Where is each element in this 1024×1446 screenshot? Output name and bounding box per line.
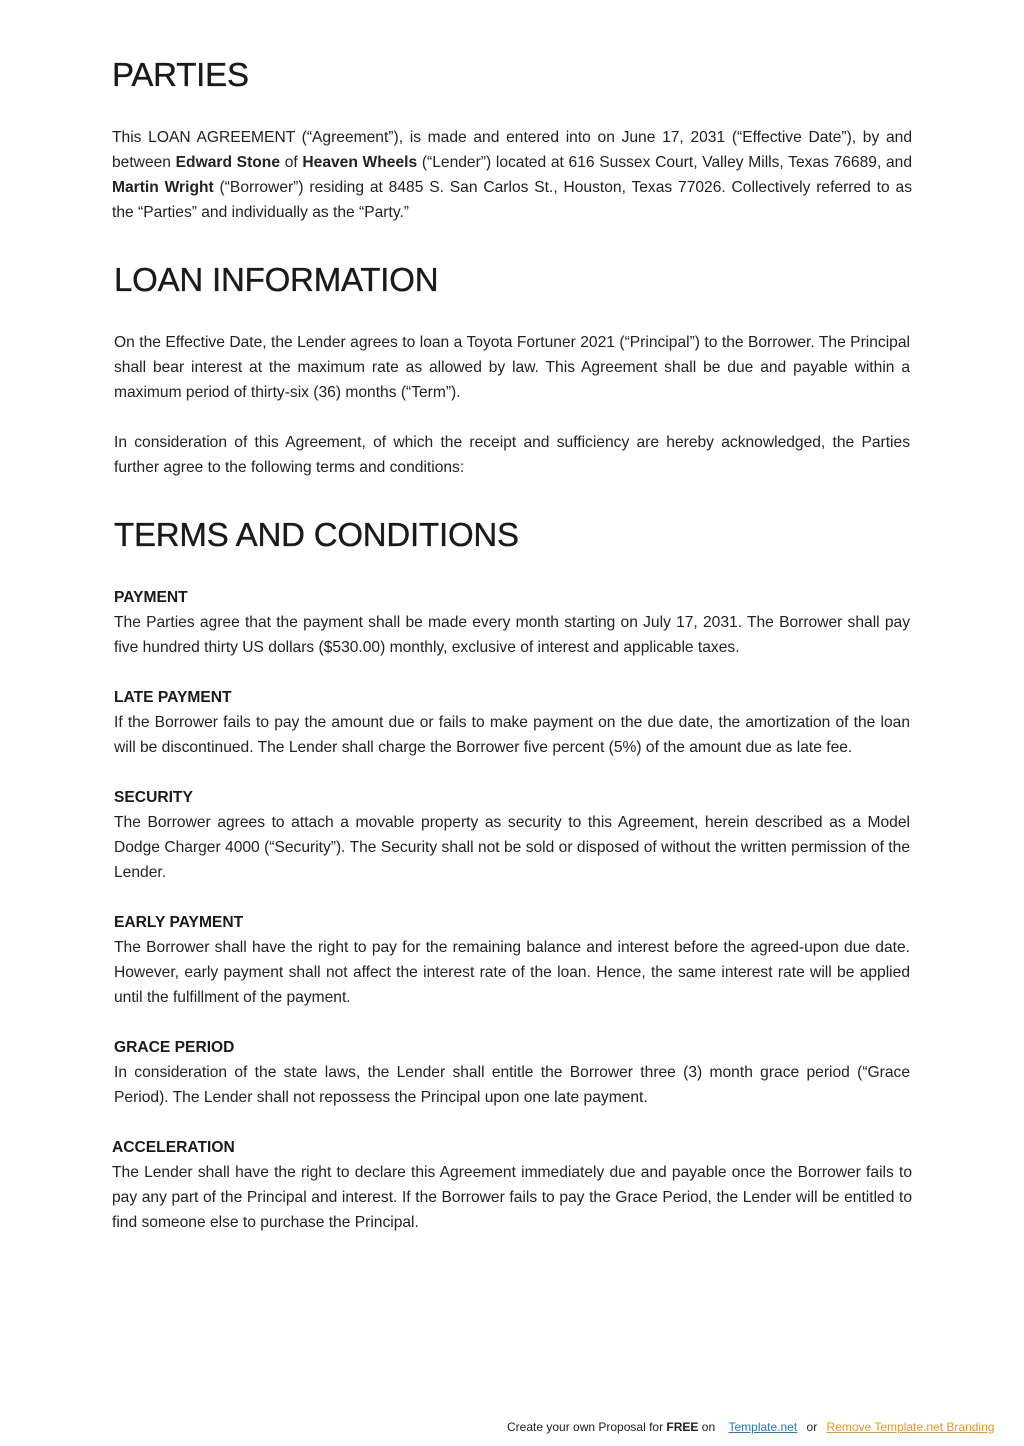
footer-branding [507,1417,994,1437]
term-title-early-payment: EARLY PAYMENT [114,914,244,931]
section-heading-loan-information: LOAN INFORMATION [114,261,439,298]
term-body-early-payment: The Borrower shall have the right to pay for the remaining balance and interest before the agreed-upon due date. However, early payment shall not affect the interest rate of the loan. Hence, the same interest rate will be applied until the fulfillment of the payment. [114,939,910,1006]
footer-free: FREE [666,1420,699,1434]
term-title-security: SECURITY [114,789,193,806]
borrower-name: Martin Wright [112,179,214,196]
loan-information-paragraph-2: In consideration of this Agreement, of which the receipt and sufficiency are hereby acknowledged, the Parties further agree to the following terms and conditions: [114,434,910,476]
remove-branding-link[interactable]: Remove Template.net Branding [826,1420,995,1434]
template-net-link[interactable]: Template.net [728,1420,798,1434]
term-body-acceleration: The Lender shall have the right to declare this Agreement immediately due and payable once the Borrower fails to pay any part of the Principal and interest. If the Borrower fails to pay the Grace Period, the Lender will be entitled to find someone else to purchase the Principal. [112,1164,912,1231]
term-body-security: The Borrower agrees to attach a movable property as security to this Agreement, herein described as a Model Dodge Charger 4000 (“Security”). The Security shall not be sold or disposed of without the written permission of the Lender. [114,814,910,881]
parties-paragraph [112,125,912,225]
section-heading-parties: PARTIES [112,56,249,93]
term-body-grace-period: In consideration of the state laws, the Lender shall entitle the Borrower three (3) month grace period (“Grace Period). The Lender shall not repossess the Principal upon one late payment. [114,1064,910,1106]
term-title-late-payment: LATE PAYMENT [114,689,232,706]
term-body-late-payment: If the Borrower fails to pay the amount due or fails to make payment on the due date, the amortization of the loan will be discontinued. The Lender shall charge the Borrower five percent (5%) of the amount due as late fee. [114,714,910,756]
term-title-grace-period: GRACE PERIOD [114,1039,235,1056]
section-heading-terms-and-conditions: TERMS AND CONDITIONS [114,516,519,553]
term-title-acceleration: ACCELERATION [112,1139,235,1156]
footer-prefix: Create your own Proposal for [507,1420,667,1434]
parties-text-of: of [280,154,303,171]
parties-text-1: This LOAN AGREEMENT (“Agreement”), is made and entered into on June 17, 2031 (“Effective Date”), by and between [112,129,912,171]
parties-text-2: (“Lender”) located at 616 Sussex Court, Valley Mills, Texas 76689, and [417,154,912,171]
footer-on: on [698,1420,716,1434]
term-title-payment: PAYMENT [114,589,188,606]
loan-information-paragraph-1: On the Effective Date, the Lender agrees to loan a Toyota Fortuner 2021 (“Principal”) to the Borrower. The Principal shall bear interest at the maximum rate as allowed by law. This Agreement shall be due and payable within a maximum period of thirty-six (36) months (“Term”). [114,334,910,401]
lender-company: Heaven Wheels [302,154,418,171]
footer-or: or [806,1420,818,1434]
lender-name: Edward Stone [175,154,280,171]
term-body-payment: The Parties agree that the payment shall be made every month starting on July 17, 2031. The Borrower shall pay five hundred thirty US dollars ($530.00) monthly, exclusive of interest and applicable taxes. [114,614,910,656]
parties-text-3: (“Borrower”) residing at 8485 S. San Carlos St., Houston, Texas 77026. Collectively referred to as the “Parties” and individually as the “Party.” [112,179,912,221]
